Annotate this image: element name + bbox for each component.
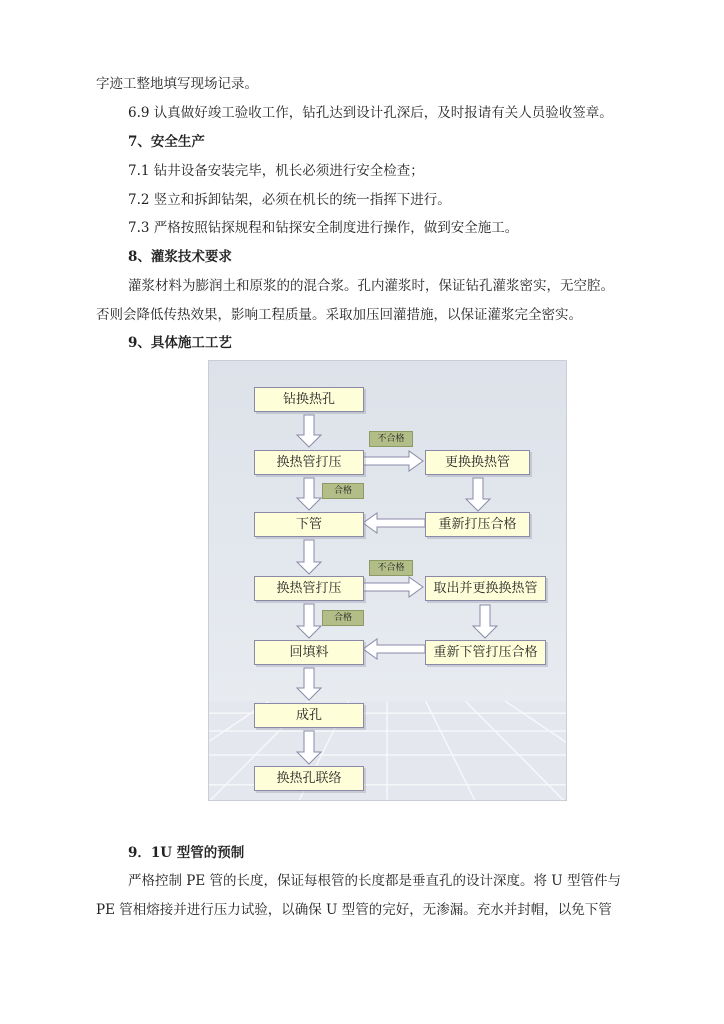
paragraph-line: 严格控制 PE 管的长度，保证每根管的长度都是垂直孔的设计深度。将 U 型管件与	[128, 873, 621, 889]
paragraph-line: 灌浆材料为膨润土和原浆的的混合浆。孔内灌浆时，保证钻孔灌浆密实，无空腔。	[128, 278, 614, 294]
node-relower-pass: 重新下管打压合格	[425, 640, 546, 665]
tag-fail-1: 不合格	[369, 431, 413, 447]
node-replace-pipe: 更换换热管	[425, 450, 530, 475]
section-heading: 7、安全生产	[128, 134, 205, 150]
paragraph-line: PE 管相熔接并进行压力试验，以确保 U 型管的完好，无渗漏。充水并封帽，以免下管	[96, 902, 612, 918]
node-pressure-test-2: 换热管打压	[254, 576, 364, 601]
node-repressure-pass: 重新打压合格	[425, 512, 530, 537]
tag-fail-2: 不合格	[369, 560, 413, 576]
node-drill-hole: 钻换热孔	[254, 387, 364, 412]
paragraph-line: 7.3 严格按照钻探规程和钻探安全制度进行操作，做到安全施工。	[128, 220, 519, 236]
node-pressure-test-1: 换热管打压	[254, 450, 364, 475]
tag-pass-2: 合格	[322, 610, 364, 626]
paragraph-line: 6.9 认真做好竣工验收工作，钻孔达到设计孔深后，及时报请有关人员验收签章。	[128, 105, 613, 121]
paragraph-line: 7.2 竖立和拆卸钻架，必须在机长的统一指挥下进行。	[128, 192, 451, 208]
paragraph-line: 否则会降低传热效果，影响工程质量。采取加压回灌措施，以保证灌浆完全密实。	[96, 307, 582, 323]
paragraph-line: 7.1 钻井设备安装完毕，机长必须进行安全检查；	[128, 163, 424, 179]
paragraph-line: 字迹工整地填写现场记录。	[96, 76, 258, 92]
node-form-hole: 成孔	[254, 703, 364, 728]
section-heading: 9、具体施工工艺	[128, 335, 232, 351]
node-backfill: 回填料	[254, 640, 364, 665]
construction-flowchart	[208, 360, 567, 801]
section-heading: 8、灌浆技术要求	[128, 249, 232, 265]
tag-pass-1: 合格	[322, 483, 364, 499]
node-remove-replace-pipe: 取出并更换换热管	[425, 576, 546, 601]
node-lower-pipe: 下管	[254, 512, 364, 537]
section-heading: 9．1U 型管的预制	[128, 845, 245, 861]
node-connect-holes: 换热孔联络	[254, 766, 364, 791]
